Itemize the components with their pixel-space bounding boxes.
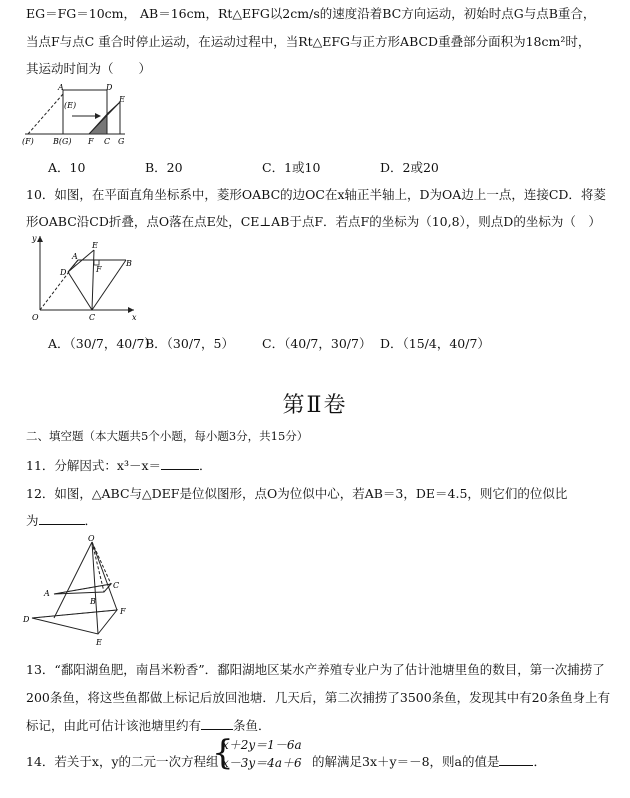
q11-answer-blank[interactable]: [161, 457, 199, 470]
q10-label-C: C: [89, 313, 96, 322]
q11-text: 11．分解因式：x³－x＝: [26, 458, 162, 473]
q10-label-B: B: [126, 259, 132, 268]
q10-label-O: O: [32, 313, 39, 322]
q12-label-A: A: [44, 589, 50, 598]
q12-end: ．: [84, 513, 98, 528]
q12-label-F: F: [120, 607, 126, 616]
q12-label-D: D: [23, 615, 30, 624]
q10-label-x: x: [132, 313, 137, 322]
q9-label-D: D: [106, 83, 113, 92]
q12-line-1: 12．如图，△ABC与△DEF是位似图形，点O为位似中心，若AB＝3，DE＝4.5，则它们的位似比: [26, 486, 568, 501]
q13-answer-blank[interactable]: [201, 717, 233, 730]
q9-figure: [20, 80, 140, 150]
q10-line-2: 形OABC沿CD折叠，点O落在点E处，CE⊥AB于点F．若点F的坐标为（10,8），则点D的坐标为（ ）: [26, 214, 601, 229]
q10-label-E: E: [92, 241, 98, 250]
q10-label-F: F: [96, 265, 102, 274]
q10-option-b: B．（30/7，5）: [145, 336, 234, 351]
q12-line-2: [26, 511, 97, 529]
q11-end: ．: [199, 458, 212, 473]
q9-option-a: A．10: [48, 160, 86, 175]
q12-line-2-text: 为: [26, 513, 39, 528]
q12-figure: [20, 532, 140, 650]
q14-eq-1: x＋2y＝1－6a: [222, 738, 302, 752]
q10-option-d: D．（15/4，40/7）: [380, 336, 490, 351]
q12-label-B: B: [90, 597, 96, 606]
q13-line-1: 13．“鄱阳湖鱼肥，南昌米粉香”．鄱阳湖地区某水产养殖专业户为了估计池塘里鱼的数目，第一次捕捞了: [26, 662, 605, 677]
q9-label-F: F: [88, 137, 94, 146]
section-title: 第Ⅱ卷: [282, 393, 348, 418]
q13-line-2: 200条鱼，将这些鱼都做上标记后放回池塘．几天后，第二次捕捞了3500条鱼，发现其中有20条鱼身上有: [26, 690, 611, 705]
q12-label-C: C: [113, 581, 120, 590]
q13-line-3-text: 标记，由此可估计该池塘里约有: [26, 718, 202, 733]
q9-label-F-paren: (F): [22, 137, 34, 146]
part2-heading: 二、填空题（本大题共5个小题，每小题3分，共15分）: [26, 429, 309, 443]
q9-option-d: D．2或20: [380, 160, 439, 175]
q14-suffix: 的解满足3x＋y＝－8，则a的值是: [312, 754, 500, 769]
q9-line-1: EG＝FG＝10cm， AB＝16cm，Rt△EFG以2cm/s的速度沿着BC方向运动，初始时点G与点B重合，: [26, 6, 596, 21]
q10-option-c: C．（40/7，30/7）: [262, 336, 372, 351]
q10-label-A: A: [72, 252, 78, 261]
q9-option-c: C．1或10: [262, 160, 321, 175]
q14-prefix: 14．若关于x，y的二元一次方程组: [26, 754, 219, 769]
q9-label-BG: B(G): [53, 137, 72, 146]
q9-line-2: 当点F与点C 重合时停止运动，在运动过程中，当Rt△EFG与正方形ABCD重叠部分面积为18cm²时，: [26, 34, 591, 49]
q9-label-E: E: [119, 95, 125, 104]
q14-brace: {: [212, 733, 234, 773]
q14-eq-2: x－3y＝4a＋6: [222, 756, 302, 770]
q12-label-E: E: [96, 638, 102, 647]
q14-answer-blank[interactable]: [499, 753, 533, 766]
q14-end: ．: [533, 754, 546, 769]
q9-option-b: B．20: [145, 160, 183, 175]
q9-line-3: 其运动时间为（ ）: [26, 61, 152, 76]
q14-suffix-line: [312, 752, 546, 770]
q10-label-y: y: [32, 234, 37, 243]
q9-label-G: G: [118, 137, 125, 146]
q9-label-C: C: [104, 137, 111, 146]
q10-label-D: D: [60, 268, 67, 277]
q9-label-E-paren: (E): [64, 101, 77, 110]
q10-line-1: 10．如图，在平面直角坐标系中，菱形OABC的边OC在x轴正半轴上，D为OA边上一点，连接CD．将菱: [26, 187, 606, 202]
q9-label-A: A: [58, 83, 64, 92]
q12-answer-blank[interactable]: [39, 512, 85, 525]
q10-figure: [22, 232, 142, 322]
q13-line-3: [26, 716, 271, 734]
q10-option-a: A．（30/7，40/7）: [48, 336, 157, 351]
q12-label-O: O: [88, 534, 95, 543]
q13-line-3-end: 条鱼．: [233, 718, 271, 733]
q11-line: [26, 456, 212, 474]
